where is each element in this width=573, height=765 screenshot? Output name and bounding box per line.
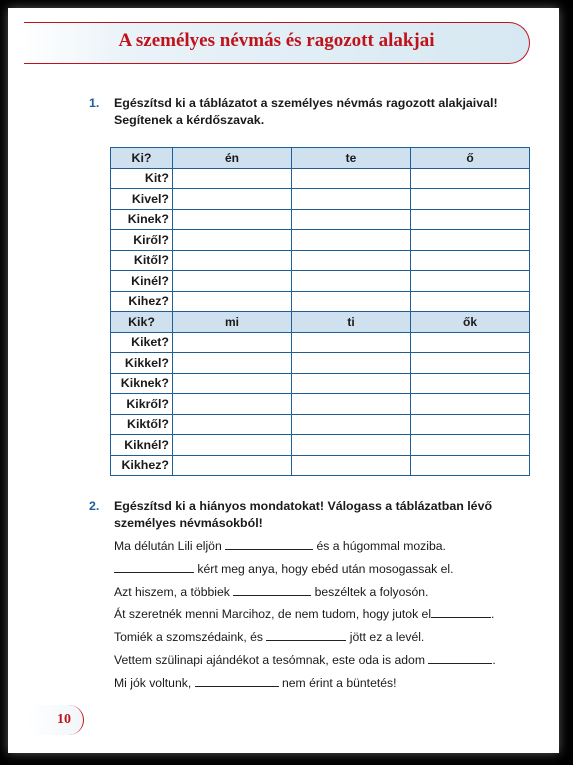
answer-cell[interactable] [173,291,292,312]
exercise-2-line-1: Egészítsd ki a hiányos mondatokat! Válogass a táblázatban lévő [114,499,493,513]
sentence [114,626,544,649]
answer-cell[interactable] [292,373,411,394]
answer-cell[interactable] [411,271,530,292]
sentence-text-after: . [491,607,495,622]
answer-cell[interactable] [292,250,411,271]
sentence-text-after: és a húgommal moziba. [313,539,446,553]
table-row [111,291,530,312]
question-word-cell: Kiknek? [111,373,173,394]
sentence [114,558,544,581]
fill-in-blank[interactable] [266,628,346,641]
sentence-text-before: Mi jók voltunk, [114,675,195,690]
page-number-tab [28,705,84,735]
question-word-cell: Kikkel? [111,353,173,374]
fill-in-blank[interactable] [428,651,492,664]
question-word-cell: Kit? [111,168,173,189]
exercise-2-instruction [90,498,492,532]
table-header-row [111,148,530,169]
answer-cell[interactable] [173,168,292,189]
question-word-cell: Kiről? [111,230,173,251]
exercise-2-line-2: személyes névmásokból! [114,516,263,530]
answer-cell[interactable] [173,435,292,456]
answer-cell[interactable] [411,414,530,435]
sentence-text-after: kért meg anya, hogy ebéd után mosogassak el. [194,561,454,576]
table-row [111,455,530,476]
answer-cell[interactable] [292,168,411,189]
table-row [111,332,530,353]
sentence-text-after: . [492,652,496,667]
table-row [111,435,530,456]
table-row [111,209,530,230]
question-word-cell: Kiknél? [111,435,173,456]
answer-cell[interactable] [292,394,411,415]
answer-cell[interactable] [173,209,292,230]
answer-cell[interactable] [173,230,292,251]
answer-cell[interactable] [411,250,530,271]
answer-cell[interactable] [173,414,292,435]
exercise-1-line-1: Egészítsd ki a táblázatot a személyes névmás ragozott alakjaival! [114,96,498,110]
answer-cell[interactable] [173,455,292,476]
table-row [111,414,530,435]
question-word-cell: Kiktől? [111,414,173,435]
answer-cell[interactable] [292,230,411,251]
answer-cell[interactable] [411,189,530,210]
answer-cell[interactable] [173,189,292,210]
question-word-cell: Kikről? [111,394,173,415]
answer-cell[interactable] [411,373,530,394]
sentence-text-after: jött ez a levél. [346,630,425,645]
page-title: A személyes névmás és ragozott alakjai [118,30,435,51]
answer-cell[interactable] [292,435,411,456]
sentence-text-after: nem érint a büntetés! [278,675,397,690]
exercise-1-number: 1. [89,96,100,110]
sentence-list [114,535,544,695]
table-row [111,250,530,271]
pronoun-header-cell: ő [411,148,530,169]
answer-cell[interactable] [292,209,411,230]
answer-cell[interactable] [173,394,292,415]
fill-in-blank[interactable] [195,674,279,687]
pronoun-table [110,147,530,476]
answer-cell[interactable] [292,271,411,292]
question-word-cell: Kitől? [111,250,173,271]
sentence [114,649,544,672]
answer-cell[interactable] [411,230,530,251]
fill-in-blank[interactable] [233,583,311,596]
question-word-cell: Kikhez? [111,455,173,476]
question-word-cell: Ki? [111,148,173,169]
exercise-1-line-2: Segítenek a kérdőszavak. [114,113,265,127]
page-number: 10 [57,712,71,727]
fill-in-blank[interactable] [225,537,313,550]
exercise-2-number: 2. [89,499,100,513]
sentence-text-before: Vettem szülinapi ajándékot a tesómnak, este oda is adom [114,652,429,667]
answer-cell[interactable] [411,168,530,189]
answer-cell[interactable] [411,209,530,230]
answer-cell[interactable] [292,332,411,353]
sentence-text-before: Át szeretnék menni Marcihoz, de nem tudom, hogy jutok el [114,607,432,622]
question-word-cell: Kinél? [111,271,173,292]
answer-cell[interactable] [173,373,292,394]
question-word-cell: Kik? [111,312,173,333]
table-row [111,168,530,189]
answer-cell[interactable] [411,455,530,476]
answer-cell[interactable] [173,250,292,271]
table-row [111,353,530,374]
answer-cell[interactable] [411,332,530,353]
pronoun-header-cell: mi [173,312,292,333]
answer-cell[interactable] [173,332,292,353]
table-row [111,189,530,210]
sentence [114,535,544,558]
question-word-cell: Kiket? [111,332,173,353]
pronoun-header-cell: ők [411,312,530,333]
fill-in-blank[interactable] [431,605,491,618]
answer-cell[interactable] [411,394,530,415]
sentence [114,603,544,626]
answer-cell[interactable] [411,353,530,374]
table-row [111,230,530,251]
answer-cell[interactable] [292,189,411,210]
question-word-cell: Kivel? [111,189,173,210]
answer-cell[interactable] [292,291,411,312]
table-row [111,394,530,415]
table-row [111,373,530,394]
sentence-text-before: Tomiék a szomszédaink, és [114,630,267,645]
answer-cell[interactable] [411,435,530,456]
sentence-text-after: beszéltek a folyosón. [311,584,429,599]
sentence [114,672,544,695]
answer-cell[interactable] [173,271,292,292]
answer-cell[interactable] [411,291,530,312]
sentence-text-before: Azt hiszem, a többiek [114,584,234,599]
answer-cell[interactable] [173,353,292,374]
question-word-cell: Kihez? [111,291,173,312]
table-header-row [111,312,530,333]
sentence-text-before: Ma délután Lili eljön [114,539,226,553]
pronoun-header-cell: ti [292,312,411,333]
answer-cell[interactable] [292,353,411,374]
question-word-cell: Kinek? [111,209,173,230]
answer-cell[interactable] [292,455,411,476]
pronoun-header-cell: te [292,148,411,169]
pronoun-header-cell: én [173,148,292,169]
sentence [114,581,544,604]
answer-cell[interactable] [292,414,411,435]
table-row [111,271,530,292]
exercise-1-instruction [90,95,498,129]
fill-in-blank[interactable] [114,560,194,573]
title-banner [24,22,530,64]
